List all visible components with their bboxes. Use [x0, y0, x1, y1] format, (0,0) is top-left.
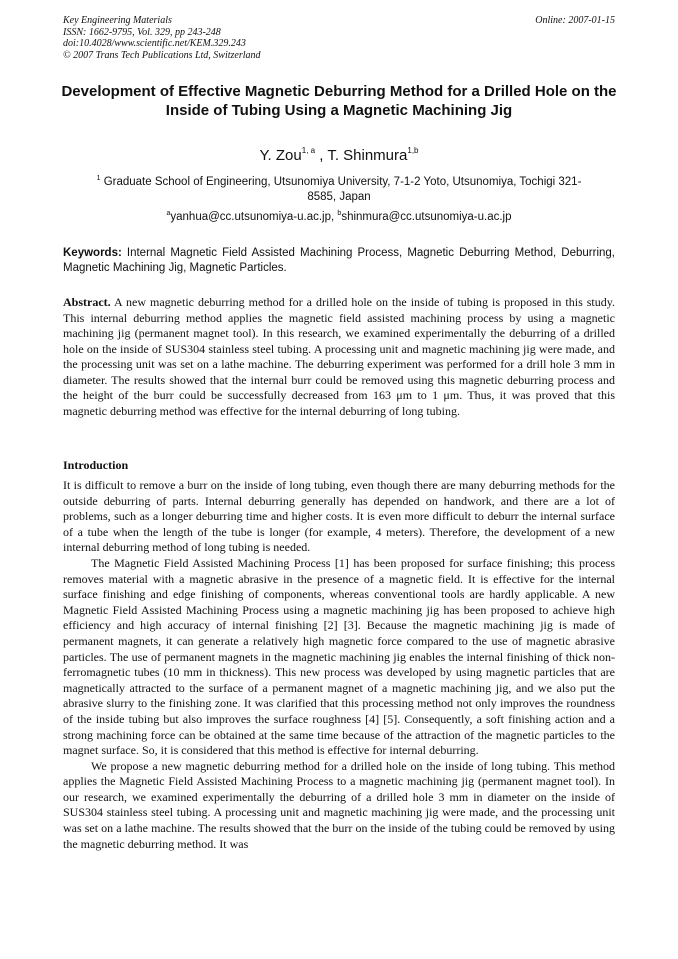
- journal-name: Key Engineering Materials: [63, 15, 172, 26]
- email-b-marker: b: [337, 210, 342, 217]
- author-line: [0, 147, 678, 165]
- email-b[interactable]: shinmura@cc.utsunomiya-u.ac.jp: [341, 211, 512, 223]
- author-2-marker: 1,b: [407, 146, 419, 155]
- introduction-body: [63, 478, 615, 852]
- author-separator: ,: [315, 147, 328, 164]
- keywords-section: [63, 246, 615, 276]
- abstract-section: [63, 295, 615, 419]
- doi-line: doi:10.4028/www.scientific.net/KEM.329.243: [63, 38, 246, 49]
- author-2-name: T. Shinmura: [327, 147, 408, 164]
- introduction-heading: Introduction: [63, 458, 129, 472]
- journal-header: [63, 15, 615, 61]
- email-a-marker: a: [166, 210, 171, 217]
- paper-title: Development of Effective Magnetic Deburring Method for a Drilled Hole on the Inside of Tubing Using a Magnetic Machining Jig: [61, 83, 617, 119]
- online-date: Online: 2007-01-15: [535, 15, 615, 26]
- author-1-name: Y. Zou: [259, 147, 302, 164]
- intro-paragraph-2: The Magnetic Field Assisted Machining Process [1] has been proposed for surface finishing; this process removes material with a magnetic abrasive in the presence of a magnetic field. It is effective for the internal surface finishing and edge finishing of components, whereas conventional tools are hardly applicable. A new Magnetic Field Assisted Machining Process using a magnetic machining jig has been proposed to achieve high efficiency and high accuracy of internal finishing [2] [3]. Because the magnetic machining jig is made of permanent magnets, it can generate a relatively high magnetic force compared to the use of magnetic abrasive particles. The use of permanent magnets in the magnetic machining jig enables the internal finishing of thick non-ferromagnetic tubes (10 mm in thickness). This new process was developed by using magnetic particles that are magnetically attracted to the surface of a permanent magnet of a magnetic machining jig, and we also put the abrasive slurry to the finishing zone. It was clarified that this processing method not only improves the roundness of the inside tubing but also improves the surface roughness [4] [5]. Consequently, a soft finishing action and a strong machining force can be obtained at the same time because of the attraction of the magnetic particles to the magnet surface. So, it is considered that this method is effective for internal deburring.: [63, 555, 615, 758]
- affiliation-text: Graduate School of Engineering, Utsunomiya University, 7-1-2 Yoto, Utsunomiya, Tochigi 321-8585, Japan: [103, 176, 582, 203]
- abstract-label: Abstract.: [63, 295, 111, 309]
- issn-line: ISSN: 1662-9795, Vol. 329, pp 243-248: [63, 26, 221, 38]
- email-line: [0, 210, 678, 225]
- author-1-marker: 1, a: [301, 146, 316, 155]
- affiliation: [96, 175, 582, 205]
- abstract-text: A new magnetic deburring method for a drilled hole on the inside of tubing is proposed in this study. This internal deburring method applies the magnetic field assisted machining process by using a magnetic machining jig (permanent magnet tool). In this research, we examined experimentally the deburring of a drilled hole on the inside of SUS304 stainless steel tubing. A processing unit and magnetic machining jig were made, and the processing unit was set on a lathe machine. The deburring experiment was performed for a drill hole 3 mm in diameter. The results showed that the internal burr could be removed using this magnetic deburring process and the height of the burr could be successfully decreased from 163 μm to 1 μm. Thus, it was proved that this magnetic deburring method was effective for the internal deburring of long tubing.: [63, 295, 615, 418]
- affiliation-marker: 1: [96, 175, 101, 182]
- copyright-line: © 2007 Trans Tech Publications Ltd, Switzerland: [63, 49, 261, 61]
- intro-paragraph-1: It is difficult to remove a burr on the inside of long tubing, even though there are many deburring methods for the outside deburring of parts. Internal deburring generally has depended on handwork, and there are a lot of problems, such as a longer deburring time and higher costs. It is even more difficult to deburr the internal surface of a tube when the length of the tube is longer (for example, 4 meters). Therefore, the development of a new internal deburring method of long tubing is needed.: [63, 478, 615, 555]
- email-a[interactable]: yanhua@cc.utsunomiya-u.ac.jp,: [170, 211, 338, 223]
- keywords-label: Keywords:: [63, 247, 122, 259]
- keywords-text: Internal Magnetic Field Assisted Machining Process, Magnetic Deburring Method, Deburring, Magnetic Machining Jig, Magnetic Particles.: [63, 247, 615, 274]
- intro-paragraph-3: We propose a new magnetic deburring method for a drilled hole on the inside of long tubing. This method applies the Magnetic Field Assisted Machining Process to a magnetic machining jig (permanent magnet tool). In our research, we examined experimentally the deburring of a drilled hole 3 mm in diameter on the inside of SUS304 stainless steel tubing. A processing unit and magnetic machining jig were made, and the processing unit was set on a lathe machine. The results showed that the burr on the inside of the tubing could be removed by using the magnetic deburring method. It was: [63, 758, 615, 851]
